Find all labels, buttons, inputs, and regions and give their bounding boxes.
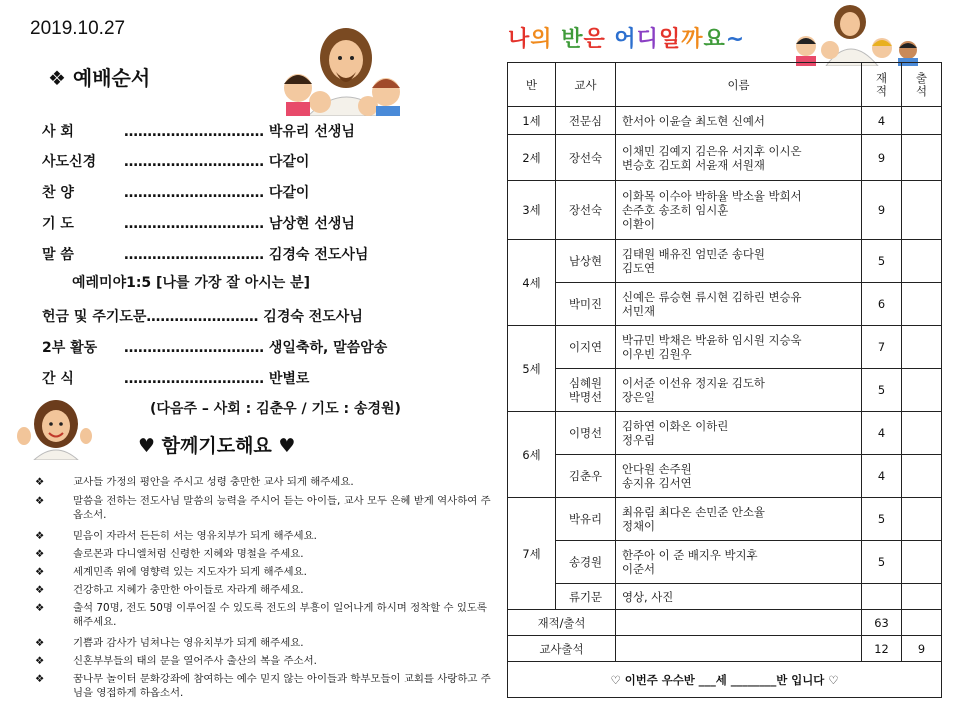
total-enrolled: 12 xyxy=(862,636,902,662)
enrolled-count: 7 xyxy=(862,326,902,369)
order-value: 다같이 xyxy=(268,185,310,201)
order-dots: ………………………… xyxy=(124,154,264,170)
bullet-icon: ❖ xyxy=(35,476,45,488)
bullet-icon: ❖ xyxy=(35,548,45,560)
attend-count xyxy=(902,107,942,135)
attend-count xyxy=(902,498,942,541)
class-age: 3세 xyxy=(508,181,556,240)
attend-count xyxy=(902,369,942,412)
sermon-scripture: 예레미야1:5 [나를 가장 잘 아시는 분] xyxy=(72,275,311,291)
order-label: 찬 양 xyxy=(42,185,74,201)
enrolled-count: 9 xyxy=(862,135,902,181)
order-label: 헌금 및 주기도문 xyxy=(42,309,147,325)
header-ban: 반 xyxy=(508,63,556,107)
order-dots: ………………………… xyxy=(124,371,264,387)
order-row-offering xyxy=(42,306,363,326)
class-teacher: 남상현 xyxy=(556,240,616,283)
enrolled-count: 5 xyxy=(862,541,902,584)
class-teacher: 심혜원 박명선 xyxy=(556,369,616,412)
attend-count xyxy=(902,135,942,181)
prayer-item: ❖ 꿈나무 놀이터 문화강좌에 참여하는 예수 믿지 않는 아이들과 학부모들이 교회를 사랑하고 주님을 영접하게 하옵소서. xyxy=(35,673,491,699)
student-names: 한주아 이 준 배지우 박지후 이준서 xyxy=(616,541,862,584)
prayer-item: ❖ 교사들 가정의 평안을 주시고 성령 충만한 교사 되게 해주세요. xyxy=(35,476,354,488)
waving-jesus-illustration xyxy=(14,396,92,460)
order-dots: ………………………… xyxy=(124,247,264,263)
header-attend: 출 석 xyxy=(902,63,942,107)
class-age: 1세 xyxy=(508,107,556,135)
prayer-title: ♥ 함께기도해요 ♥ xyxy=(138,435,296,457)
student-names: 이서준 이선유 정지윤 김도하 장은일 xyxy=(616,369,862,412)
prayer-item: ❖ 기쁨과 감사가 넘쳐나는 영유치부가 되게 해주세요. xyxy=(35,637,304,649)
attend-count xyxy=(902,240,942,283)
prayer-item: ❖ 세계민족 위에 영향력 있는 지도자가 되게 해주세요. xyxy=(35,566,307,578)
order-value: 반별로 xyxy=(268,371,310,387)
order-value: 김경숙 전도사님 xyxy=(263,309,363,325)
jesus-with-children-illustration xyxy=(268,18,408,116)
class-table xyxy=(507,62,942,698)
order-row-activity xyxy=(42,337,387,357)
class-teacher: 송경원 xyxy=(556,541,616,584)
table-row xyxy=(508,240,942,283)
order-label: 말 씀 xyxy=(42,247,74,263)
total-row xyxy=(508,610,942,636)
total-label: 재적/출석 xyxy=(508,610,616,636)
best-class-announcement: ♡ 이번주 우수반 ___세 ________반 입니다 ♡ xyxy=(508,662,942,698)
student-names: 김하연 이화온 이하린 정우림 xyxy=(616,412,862,455)
enrolled-count: 5 xyxy=(862,498,902,541)
enrolled-count: 9 xyxy=(862,181,902,240)
order-row-sermon xyxy=(42,244,368,264)
class-teacher: 전문심 xyxy=(556,107,616,135)
next-week-schedule: (다음주 – 사회 : 김춘우 / 기도 : 송경원) xyxy=(150,401,401,417)
bullet-icon: ❖ xyxy=(35,495,45,507)
jesus-children-group-illustration xyxy=(786,4,926,66)
attend-count xyxy=(902,584,942,610)
order-dots: …………………… xyxy=(146,309,259,325)
table-row xyxy=(508,181,942,240)
attend-count xyxy=(902,326,942,369)
prayer-item: ❖ 말씀을 전하는 전도사님 말씀의 능력을 주시어 듣는 아이들, 교사 모두 은혜 받게 역사하여 주옵소서. xyxy=(35,495,491,521)
prayer-item: ❖ 믿음이 자라서 든든히 서는 영유치부가 되게 해주세요. xyxy=(35,530,317,542)
bullet-icon: ❖ xyxy=(35,566,45,578)
enrolled-count xyxy=(862,584,902,610)
bullet-icon: ❖ xyxy=(35,655,45,667)
bulletin-date: 2019.10.27 xyxy=(30,18,126,39)
order-value: 생일축하, 말씀암송 xyxy=(268,340,388,356)
table-row xyxy=(508,283,942,326)
order-value: 남상현 선생님 xyxy=(268,216,355,232)
enrolled-count: 4 xyxy=(862,107,902,135)
prayer-item: ❖ 출석 70명, 전도 50명 이루어질 수 있도록 전도의 부흥이 일어나게 하시며 정착할 수 있도록 해주세요. xyxy=(35,602,487,628)
order-row-snack xyxy=(42,368,309,388)
header-enrolled: 재 적 xyxy=(862,63,902,107)
order-dots: ………………………… xyxy=(124,124,264,140)
class-age: 6세 xyxy=(508,412,556,498)
order-dots: ………………………… xyxy=(124,216,264,232)
order-label: 간 식 xyxy=(42,371,74,387)
attend-count xyxy=(902,412,942,455)
student-names: 신예은 류승현 류시현 김하린 변승유 서민재 xyxy=(616,283,862,326)
class-section-title: 나의 반은 어디일까요~ xyxy=(508,27,746,52)
order-row-host xyxy=(42,121,355,141)
table-row xyxy=(508,584,942,610)
order-row-prayer xyxy=(42,213,355,233)
order-label: 2부 활동 xyxy=(42,340,98,356)
student-names: 최유림 최다온 손민준 안소율 정채이 xyxy=(616,498,862,541)
class-teacher: 이명선 xyxy=(556,412,616,455)
order-dots: ………………………… xyxy=(124,185,264,201)
order-dots: ………………………… xyxy=(124,340,264,356)
table-row xyxy=(508,498,942,541)
enrolled-count: 5 xyxy=(862,240,902,283)
order-label: 사도신경 xyxy=(42,154,97,170)
table-header-row xyxy=(508,63,942,107)
student-names: 한서아 이윤슬 최도현 신예서 xyxy=(616,107,862,135)
total-enrolled: 63 xyxy=(862,610,902,636)
worship-order-title: ❖ 예배순서 xyxy=(48,66,151,90)
table-row xyxy=(508,369,942,412)
enrolled-count: 6 xyxy=(862,283,902,326)
class-age: 5세 xyxy=(508,326,556,412)
class-teacher: 장선숙 xyxy=(556,135,616,181)
order-row-praise xyxy=(42,182,309,202)
footer-row xyxy=(508,662,942,698)
total-row xyxy=(508,636,942,662)
order-value: 다같이 xyxy=(268,154,310,170)
table-row xyxy=(508,326,942,369)
attend-count xyxy=(902,541,942,584)
class-teacher: 박미진 xyxy=(556,283,616,326)
prayer-item: ❖ 신혼부부들의 태의 문을 열어주사 출산의 복을 주소서. xyxy=(35,655,317,667)
prayer-item: ❖ 건강하고 지혜가 충만한 아이들로 자라게 해주세요. xyxy=(35,584,304,596)
enrolled-count: 4 xyxy=(862,455,902,498)
bullet-icon: ❖ xyxy=(35,637,45,649)
table-row xyxy=(508,412,942,455)
class-age: 2세 xyxy=(508,135,556,181)
class-age: 7세 xyxy=(508,498,556,610)
table-row xyxy=(508,135,942,181)
class-teacher: 장선숙 xyxy=(556,181,616,240)
header-teacher: 교사 xyxy=(556,63,616,107)
student-names: 이채민 김예지 김은유 서지후 이시온 변승호 김도희 서윤재 서원재 xyxy=(616,135,862,181)
prayer-item: ❖ 솔로몬과 다니엘처럼 신령한 지혜와 명철을 주세요. xyxy=(35,548,304,560)
enrolled-count: 5 xyxy=(862,369,902,412)
class-teacher: 이지연 xyxy=(556,326,616,369)
student-names: 안다원 손주원 송지유 김서연 xyxy=(616,455,862,498)
attend-count xyxy=(902,455,942,498)
bullet-icon: ❖ xyxy=(35,584,45,596)
table-row xyxy=(508,455,942,498)
order-label: 기 도 xyxy=(42,216,74,232)
order-value: 박유리 선생님 xyxy=(268,124,355,140)
class-age: 4세 xyxy=(508,240,556,326)
total-attend: 9 xyxy=(902,636,942,662)
class-teacher: 류기문 xyxy=(556,584,616,610)
table-row xyxy=(508,541,942,584)
class-teacher: 박유리 xyxy=(556,498,616,541)
class-teacher: 김춘우 xyxy=(556,455,616,498)
bullet-icon: ❖ xyxy=(35,602,45,614)
student-names: 박규민 박채은 박윤하 임시원 지승욱 이우빈 김원우 xyxy=(616,326,862,369)
header-names: 이름 xyxy=(616,63,862,107)
order-row-creed xyxy=(42,151,309,171)
order-value: 김경숙 전도사님 xyxy=(268,247,369,263)
table-row xyxy=(508,107,942,135)
attend-count xyxy=(902,181,942,240)
order-label: 사 회 xyxy=(42,124,74,140)
student-names: 영상, 사진 xyxy=(616,584,862,610)
bullet-icon: ❖ xyxy=(35,530,45,542)
attend-count xyxy=(902,283,942,326)
total-attend xyxy=(902,610,942,636)
total-label: 교사출석 xyxy=(508,636,616,662)
student-names: 이화목 이수아 박하율 박소율 박희서 손주호 송조히 임시훈 이환이 xyxy=(616,181,862,240)
student-names: 김태원 배유진 엄민준 송다원 김도연 xyxy=(616,240,862,283)
enrolled-count: 4 xyxy=(862,412,902,455)
bullet-icon: ❖ xyxy=(35,673,45,685)
